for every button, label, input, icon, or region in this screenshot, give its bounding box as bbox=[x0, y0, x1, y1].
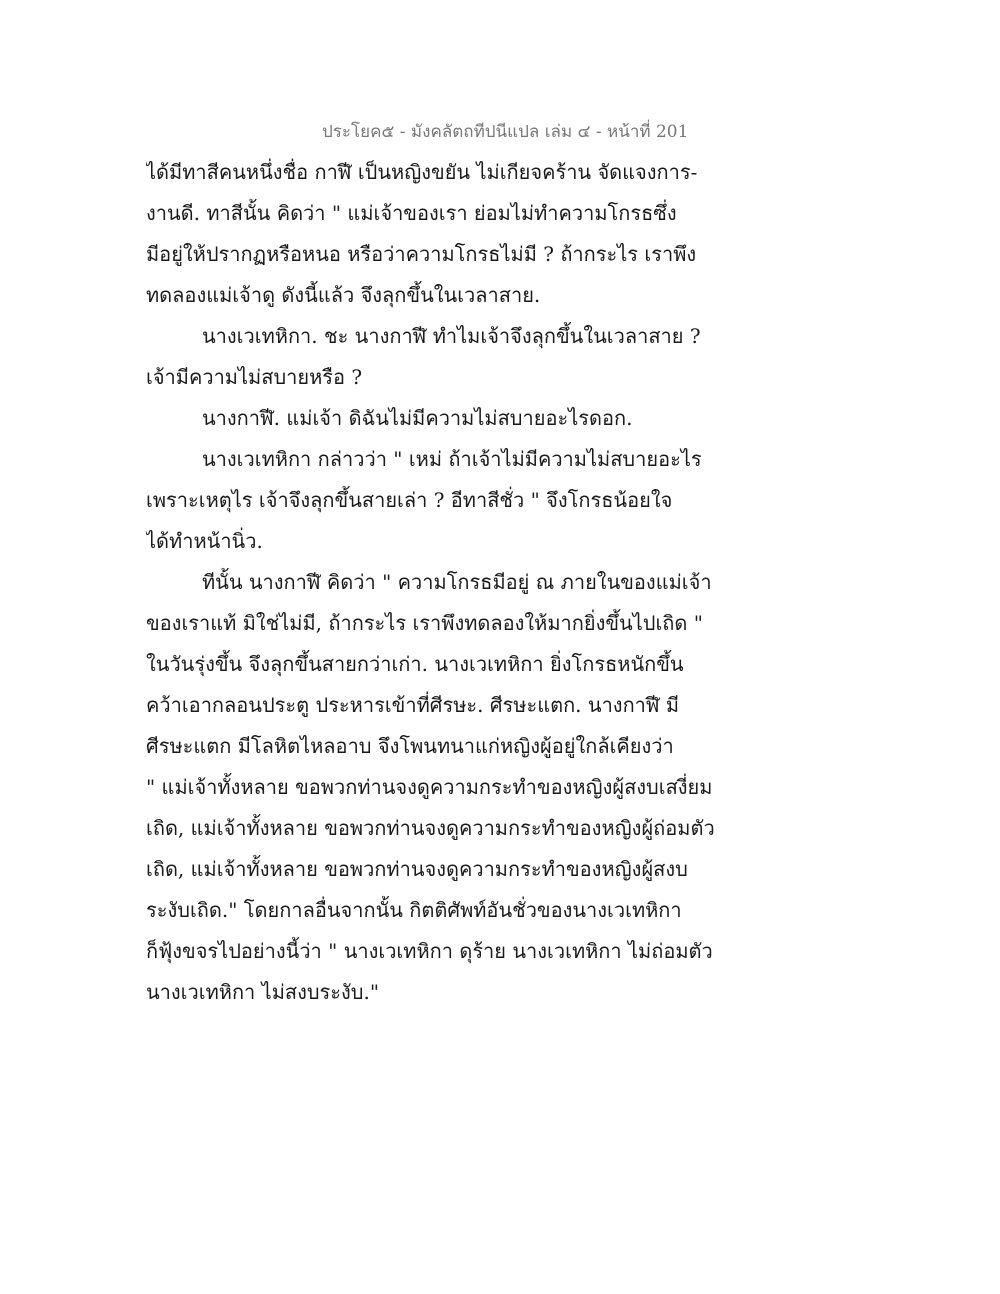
text-line: ก็ฟุ้งขจรไปอย่างนี้ว่า " นางเวเทหิกา ดุร้าย นางเวเทหิกา ไม่ถ่อมตัว bbox=[146, 939, 713, 963]
text-line: เถิด, แม่เจ้าทั้งหลาย ขอพวกท่านจงดูความกระทำของหญิงผู้ถ่อมตัว bbox=[146, 816, 715, 840]
text-line: คว้าเอากลอนประตู ประหารเข้าที่ศีรษะ. ศีรษะแตก. นางกาฬี มี bbox=[146, 693, 680, 717]
text-line: ของเราแท้ มิใช่ไม่มี, ถ้ากระไร เราพึงทดลองให้มากยิ่งขึ้นไปเถิด " bbox=[146, 611, 703, 635]
text-line: นางกาฬี. แม่เจ้า ดิฉันไม่มีความไม่สบายอะไรดอก. bbox=[202, 406, 633, 430]
text-line: ได้มีทาสีคนหนึ่งชื่อ กาฬี เป็นหญิงขยัน ไม่เกียจคร้าน จัดแจงการ- bbox=[146, 160, 698, 184]
text-line: เพราะเหตุไร เจ้าจึงลุกขึ้นสายเล่า ? อีทาสีชั่ว " จึงโกรธน้อยใจ bbox=[146, 488, 673, 512]
text-line: นางเวเทหิกา กล่าวว่า " เหม่ ถ้าเจ้าไม่มีความไม่สบายอะไร bbox=[202, 447, 702, 471]
text-line: ทดลองแม่เจ้าดู ดังนี้แล้ว จึงลุกขึ้นในเวลาสาย. bbox=[146, 283, 541, 307]
running-header: ประโยค๕ - มังคลัตถทีปนีแปล เล่ม ๔ - หน้าที่ 201 bbox=[322, 122, 689, 142]
body-text bbox=[146, 152, 726, 1013]
text-line: นางเวเทหิกา ไม่สงบระงับ." bbox=[146, 980, 380, 1004]
text-line: นางเวเทหิกา. ชะ นางกาฬี ทำไมเจ้าจึงลุกขึ้นในเวลาสาย ? bbox=[202, 324, 701, 348]
text-line: ศีรษะแตก มีโลหิตไหลอาบ จึงโพนทนาแก่หญิงผู้อยู่ใกล้เคียงว่า bbox=[146, 734, 674, 758]
text-line: งานดี. ทาสีนั้น คิดว่า " แม่เจ้าของเรา ย่อมไม่ทำความโกรธซึ่ง bbox=[146, 201, 677, 225]
text-line: เถิด, แม่เจ้าทั้งหลาย ขอพวกท่านจงดูความกระทำของหญิงผู้สงบ bbox=[146, 857, 688, 881]
text-line: " แม่เจ้าทั้งหลาย ขอพวกท่านจงดูความกระทำของหญิงผู้สงบเสงี่ยม bbox=[146, 775, 713, 799]
text-line: ได้ทำหน้านิ่ว. bbox=[146, 529, 263, 553]
text-line: ทีนั้น นางกาฬี คิดว่า " ความโกรธมีอยู่ ณ ภายในของแม่เจ้า bbox=[202, 570, 712, 594]
text-line: ในวันรุ่งขึ้น จึงลุกขึ้นสายกว่าเก่า. นางเวเทหิกา ยิ่งโกรธหนักขึ้น bbox=[146, 652, 684, 676]
text-line: มีอยู่ให้ปรากฏหรือหนอ หรือว่าความโกรธไม่มี ? ถ้ากระไร เราพึง bbox=[146, 242, 697, 266]
text-line: เจ้ามีความไม่สบายหรือ ? bbox=[146, 365, 363, 389]
text-line: ระงับเถิด." โดยกาลอื่นจากนั้น กิตติศัพท์อันชั่วของนางเวเทหิกา bbox=[146, 898, 682, 922]
